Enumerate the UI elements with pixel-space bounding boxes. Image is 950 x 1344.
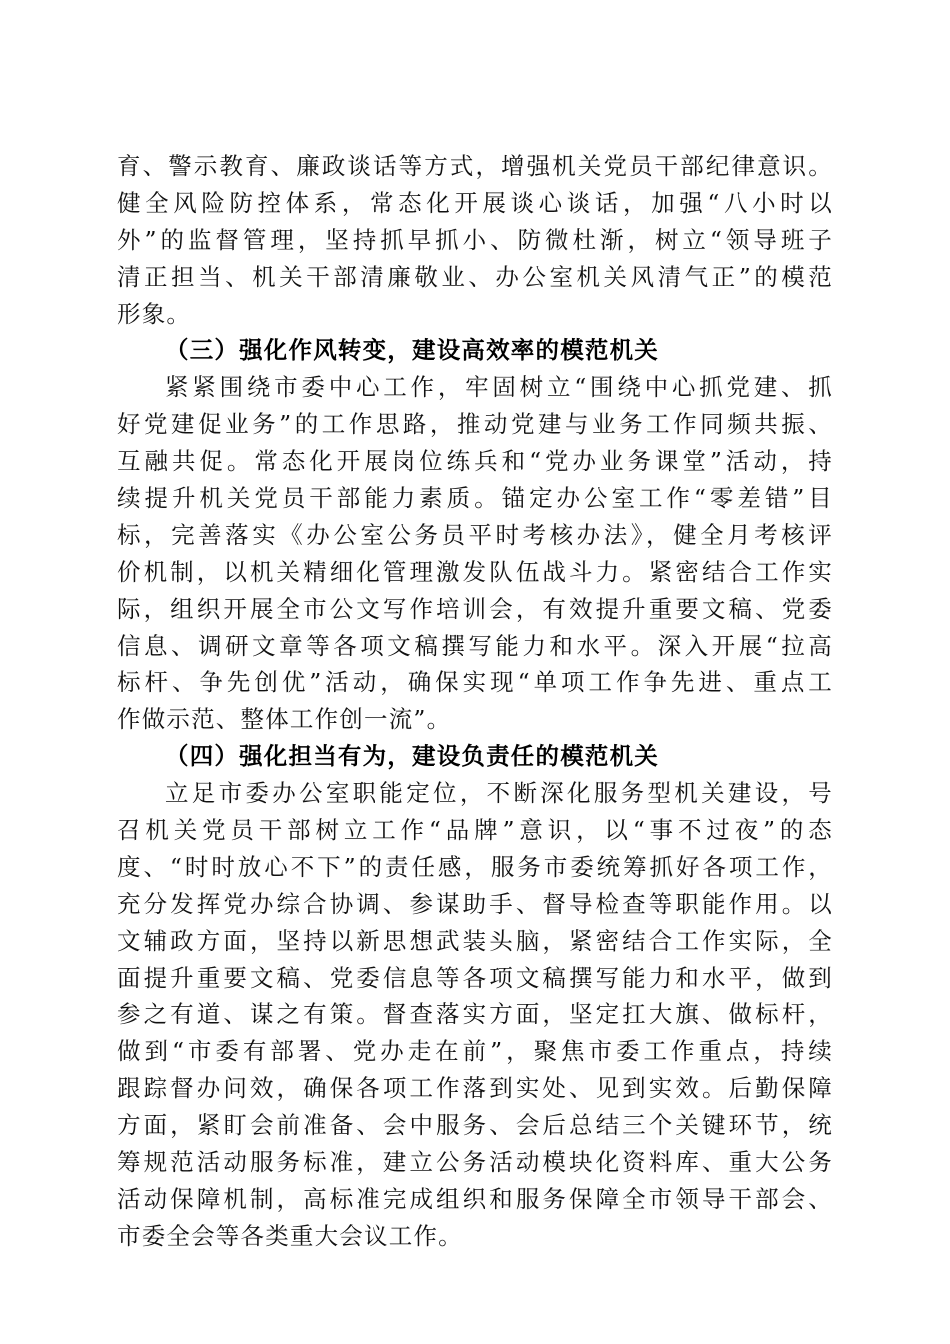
text-line: 文辅政方面，坚持以新思想武装头脑，紧密结合工作实际，全 (117, 926, 833, 955)
text-line: 外”的监督管理，坚持抓早抓小、防微杜渐，树立“领导班子 (117, 225, 833, 254)
text-line: 筹规范活动服务标准，建立公务活动模块化资料库、重大公务 (117, 1148, 833, 1177)
text-line: 互融共促。常态化开展岗位练兵和“党办业务课堂”活动，持 (117, 447, 833, 476)
text-line: 市委全会等各类重大会议工作。 (117, 1221, 463, 1250)
text-line: 标杆、争先创优”活动，确保实现“单项工作争先进、重点工 (117, 668, 833, 697)
text-line: 价机制，以机关精细化管理激发队伍战斗力。紧密结合工作实 (117, 557, 833, 586)
text-line: 召机关党员干部树立工作“品牌”意识，以“事不过夜”的态 (117, 816, 833, 845)
text-line: 活动保障机制，高标准完成组织和服务保障全市领导干部会、 (117, 1184, 833, 1213)
text-line: 形象。 (117, 299, 192, 328)
text-line: 充分发挥党办综合协调、参谋助手、督导检查等职能作用。以 (117, 889, 833, 918)
section-heading-3: （三）强化作风转变，建设高效率的模范机关 (165, 336, 659, 365)
text-line: 方面，紧盯会前准备、会中服务、会后总结三个关键环节，统 (117, 1111, 833, 1140)
text-line: 紧紧围绕市委中心工作，牢固树立“围绕中心抓党建、抓 (165, 373, 833, 402)
text-line: 跟踪督办问效，确保各项工作落到实处、见到实效。后勤保障 (117, 1074, 833, 1103)
text-line: 作做示范、整体工作创一流”。 (117, 705, 452, 734)
text-line: 参之有道、谋之有策。督查落实方面，坚定扛大旗、做标杆， (117, 1000, 833, 1029)
section-heading-4: （四）强化担当有为，建设负责任的模范机关 (165, 742, 659, 771)
text-line: 好党建促业务”的工作思路，推动党建与业务工作同频共振、 (117, 410, 833, 439)
text-line: 健全风险防控体系，常态化开展谈心谈话，加强“八小时以 (117, 188, 833, 217)
text-line: 标，完善落实《办公室公务员平时考核办法》，健全月考核评 (117, 520, 833, 549)
text-line: 面提升重要文稿、党委信息等各项文稿撰写能力和水平，做到 (117, 963, 833, 992)
text-line: 信息、调研文章等各项文稿撰写能力和水平。深入开展“拉高 (117, 631, 833, 660)
text-line: 做到“市委有部署、党办走在前”，聚焦市委工作重点，持续 (117, 1037, 833, 1066)
text-line: 立足市委办公室职能定位，不断深化服务型机关建设，号 (165, 779, 833, 808)
text-line: 清正担当、机关干部清廉敬业、办公室机关风清气正”的模范 (117, 262, 833, 291)
text-line: 际，组织开展全市公文写作培训会，有效提升重要文稿、党委 (117, 594, 833, 623)
text-line: 续提升机关党员干部能力素质。锚定办公室工作“零差错”目 (117, 484, 833, 513)
text-line: 度、“时时放心不下”的责任感，服务市委统筹抓好各项工作， (117, 852, 833, 881)
document-body (117, 148, 833, 1255)
text-line: 育、警示教育、廉政谈话等方式，增强机关党员干部纪律意识。 (117, 152, 833, 180)
